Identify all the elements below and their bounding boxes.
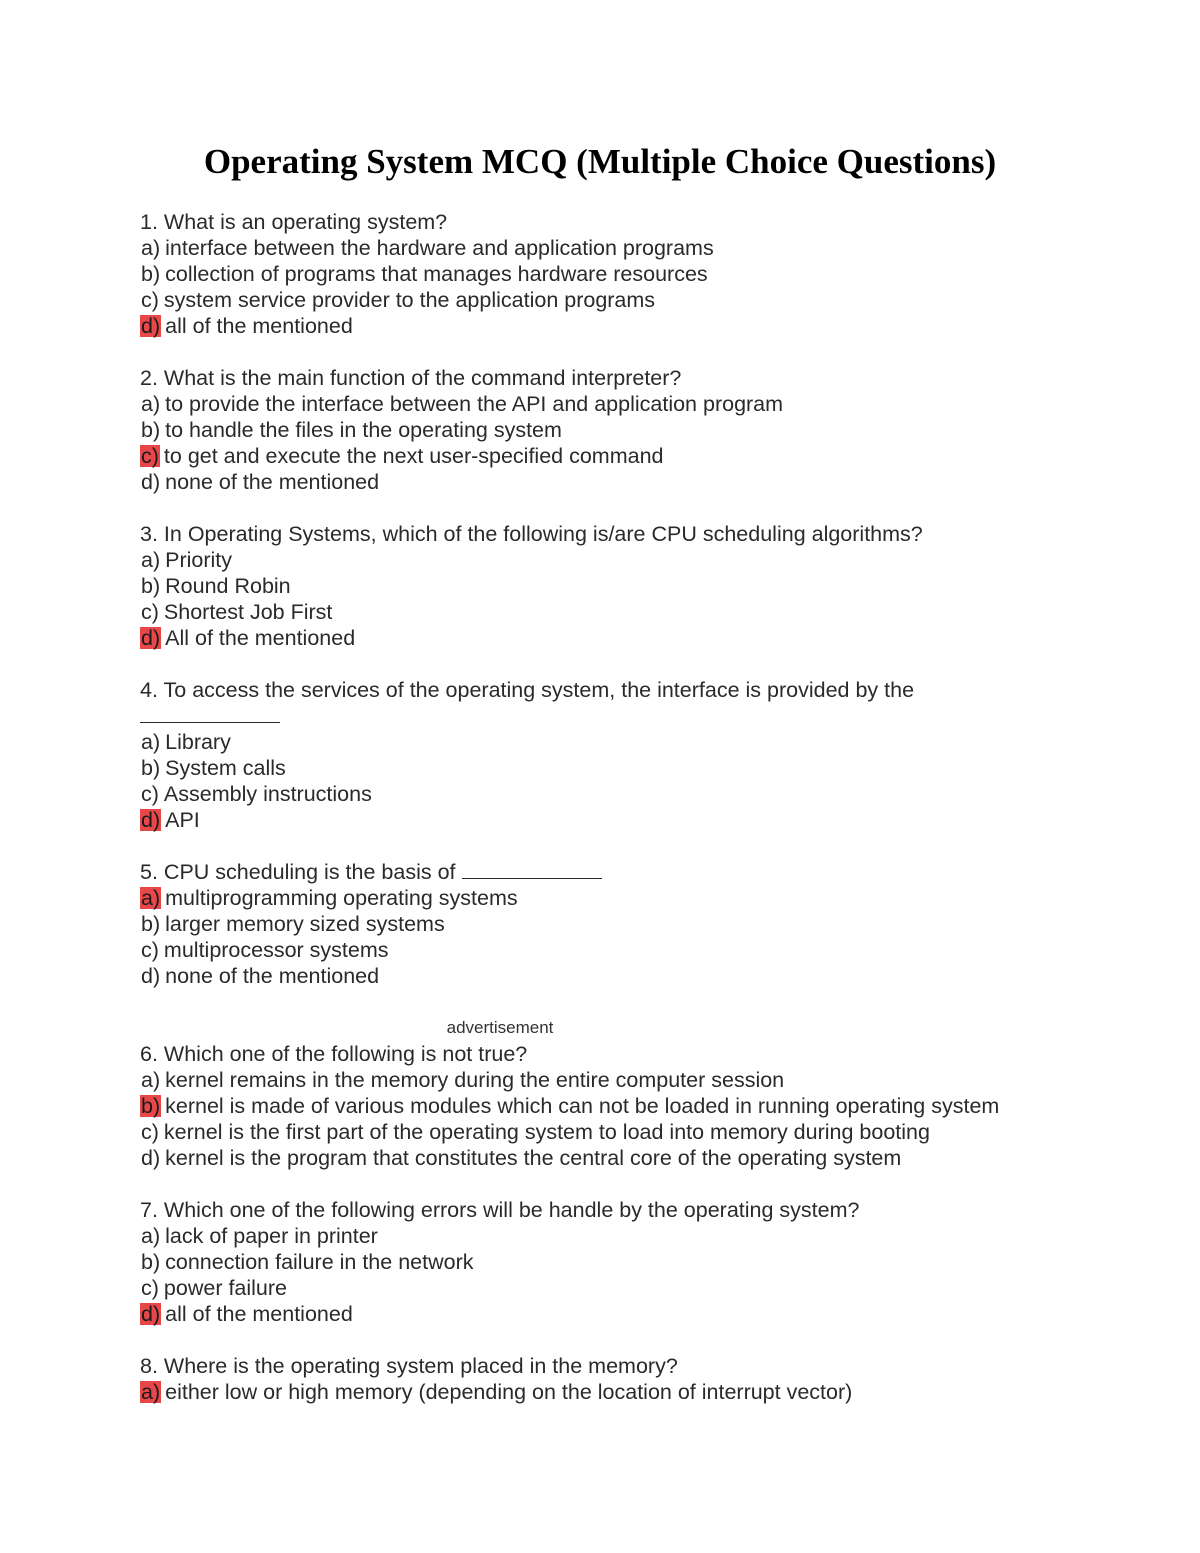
option-text: all of the mentioned xyxy=(165,1302,353,1326)
question-number: 4. xyxy=(140,678,158,702)
option-text: All of the mentioned xyxy=(165,626,356,650)
option-text: Priority xyxy=(165,548,233,572)
option-1a[interactable] xyxy=(140,235,1070,261)
option-letter: b) xyxy=(141,1250,161,1274)
spacer xyxy=(140,495,1070,521)
option-text: kernel is made of various modules which can not be loaded in running operating system xyxy=(165,1094,1000,1118)
option-letter: b) xyxy=(141,912,161,936)
option-text: lack of paper in printer xyxy=(165,1224,378,1248)
option-text: Round Robin xyxy=(165,574,291,598)
question-number: 7. xyxy=(140,1198,158,1222)
option-letter: b) xyxy=(141,756,161,780)
option-letter: b) xyxy=(141,574,161,598)
correct-answer-letter: b) xyxy=(141,1094,161,1118)
page-title: Operating System MCQ (Multiple Choice Questions) xyxy=(203,142,997,181)
answer-blank xyxy=(140,703,1070,729)
question-2 xyxy=(140,365,1070,391)
option-text: kernel remains in the memory during the entire computer session xyxy=(165,1068,785,1092)
option-letter: c) xyxy=(141,600,159,624)
correct-answer-letter: d) xyxy=(141,626,161,650)
correct-answer-letter: d) xyxy=(141,1302,161,1326)
question-text: What is an operating system? xyxy=(163,210,448,234)
option-text: to provide the interface between the API and application program xyxy=(165,392,784,416)
option-text: API xyxy=(165,808,200,832)
question-6 xyxy=(140,1041,1070,1067)
blank-underline xyxy=(140,706,280,723)
option-7b[interactable] xyxy=(140,1249,1070,1275)
option-5c[interactable] xyxy=(140,937,1070,963)
option-2c[interactable] xyxy=(140,443,1070,469)
option-6a[interactable] xyxy=(140,1067,1070,1093)
option-text: Library xyxy=(165,730,231,754)
advertisement-label: advertisement xyxy=(446,1018,554,1037)
option-3d[interactable] xyxy=(140,625,1070,651)
question-number: 3. xyxy=(140,522,158,546)
option-3c[interactable] xyxy=(140,599,1070,625)
option-letter: c) xyxy=(141,1120,159,1144)
option-letter: a) xyxy=(141,1068,161,1092)
option-text: kernel is the program that constitutes the central core of the operating system xyxy=(165,1146,902,1170)
question-list xyxy=(140,209,1070,1405)
option-letter: c) xyxy=(141,288,159,312)
correct-answer-letter: d) xyxy=(141,808,161,832)
correct-answer-letter: a) xyxy=(141,1380,161,1404)
option-text: multiprocessor systems xyxy=(163,938,389,962)
option-text: power failure xyxy=(163,1276,288,1300)
question-text: Where is the operating system placed in the memory? xyxy=(163,1354,678,1378)
spacer xyxy=(140,1171,1070,1197)
option-text: kernel is the first part of the operating system to load into memory during booting xyxy=(163,1120,930,1144)
spacer xyxy=(140,1327,1070,1353)
question-number: 8. xyxy=(140,1354,158,1378)
option-text: larger memory sized systems xyxy=(165,912,445,936)
option-1c[interactable] xyxy=(140,287,1070,313)
option-4c[interactable] xyxy=(140,781,1070,807)
option-letter: a) xyxy=(141,1224,161,1248)
option-4a[interactable] xyxy=(140,729,1070,755)
option-3a[interactable] xyxy=(140,547,1070,573)
option-text: none of the mentioned xyxy=(165,470,380,494)
option-text: interface between the hardware and application programs xyxy=(165,236,714,260)
spacer xyxy=(140,989,1070,1015)
question-text: To access the services of the operating system, the interface is provided by the xyxy=(163,678,915,702)
correct-answer-letter: d) xyxy=(141,314,161,338)
correct-answer-letter: c) xyxy=(141,444,159,468)
spacer xyxy=(140,651,1070,677)
option-letter: a) xyxy=(141,236,161,260)
option-7c[interactable] xyxy=(140,1275,1070,1301)
option-text: system service provider to the application programs xyxy=(163,288,656,312)
option-letter: c) xyxy=(141,782,159,806)
option-text: all of the mentioned xyxy=(165,314,353,338)
option-letter: d) xyxy=(141,964,161,988)
option-7d[interactable] xyxy=(140,1301,1070,1327)
option-8a[interactable] xyxy=(140,1379,1070,1405)
option-6b[interactable] xyxy=(140,1093,1070,1119)
question-8 xyxy=(140,1353,1070,1379)
option-text: none of the mentioned xyxy=(165,964,380,988)
option-text: to get and execute the next user-specified command xyxy=(163,444,664,468)
question-number: 6. xyxy=(140,1042,158,1066)
option-letter: d) xyxy=(141,470,161,494)
option-letter: d) xyxy=(141,1146,161,1170)
option-letter: a) xyxy=(141,730,161,754)
option-text: System calls xyxy=(165,756,286,780)
question-text: Which one of the following is not true? xyxy=(163,1042,528,1066)
option-text: either low or high memory (depending on the location of interrupt vector) xyxy=(165,1380,853,1404)
option-2b[interactable] xyxy=(140,417,1070,443)
option-text: multiprogramming operating systems xyxy=(165,886,518,910)
option-1b[interactable] xyxy=(140,261,1070,287)
question-text: In Operating Systems, which of the following is/are CPU scheduling algorithms? xyxy=(163,522,923,546)
option-5b[interactable] xyxy=(140,911,1070,937)
spacer xyxy=(140,339,1070,365)
question-7 xyxy=(140,1197,1070,1223)
option-3b[interactable] xyxy=(140,573,1070,599)
question-text: What is the main function of the command interpreter? xyxy=(163,366,682,390)
option-letter: a) xyxy=(141,548,161,572)
option-text: collection of programs that manages hardware resources xyxy=(165,262,708,286)
option-6c[interactable] xyxy=(140,1119,1070,1145)
question-number: 1. xyxy=(140,210,158,234)
option-letter: c) xyxy=(141,938,159,962)
question-number: 5. xyxy=(140,860,158,884)
option-2a[interactable] xyxy=(140,391,1070,417)
option-6d[interactable] xyxy=(140,1145,1070,1171)
option-text: Shortest Job First xyxy=(163,600,333,624)
option-5d[interactable] xyxy=(140,963,1070,989)
option-5a[interactable] xyxy=(140,885,1070,911)
question-text: CPU scheduling is the basis of xyxy=(163,860,456,884)
option-7a[interactable] xyxy=(140,1223,1070,1249)
question-5 xyxy=(140,859,1070,885)
option-letter: b) xyxy=(141,418,161,442)
question-1 xyxy=(140,209,1070,235)
question-number: 2. xyxy=(140,366,158,390)
option-letter: b) xyxy=(141,262,161,286)
option-1d[interactable] xyxy=(140,313,1070,339)
question-4 xyxy=(140,677,1070,703)
question-3 xyxy=(140,521,1070,547)
option-text: to handle the files in the operating system xyxy=(165,418,562,442)
question-text: Which one of the following errors will be handle by the operating system? xyxy=(163,1198,860,1222)
option-letter: c) xyxy=(141,1276,159,1300)
option-4b[interactable] xyxy=(140,755,1070,781)
option-text: Assembly instructions xyxy=(163,782,372,806)
option-2d[interactable] xyxy=(140,469,1070,495)
option-4d[interactable] xyxy=(140,807,1070,833)
correct-answer-letter: a) xyxy=(141,886,161,910)
spacer xyxy=(140,833,1070,859)
option-letter: a) xyxy=(141,392,161,416)
blank-underline xyxy=(462,862,602,879)
option-text: connection failure in the network xyxy=(165,1250,474,1274)
